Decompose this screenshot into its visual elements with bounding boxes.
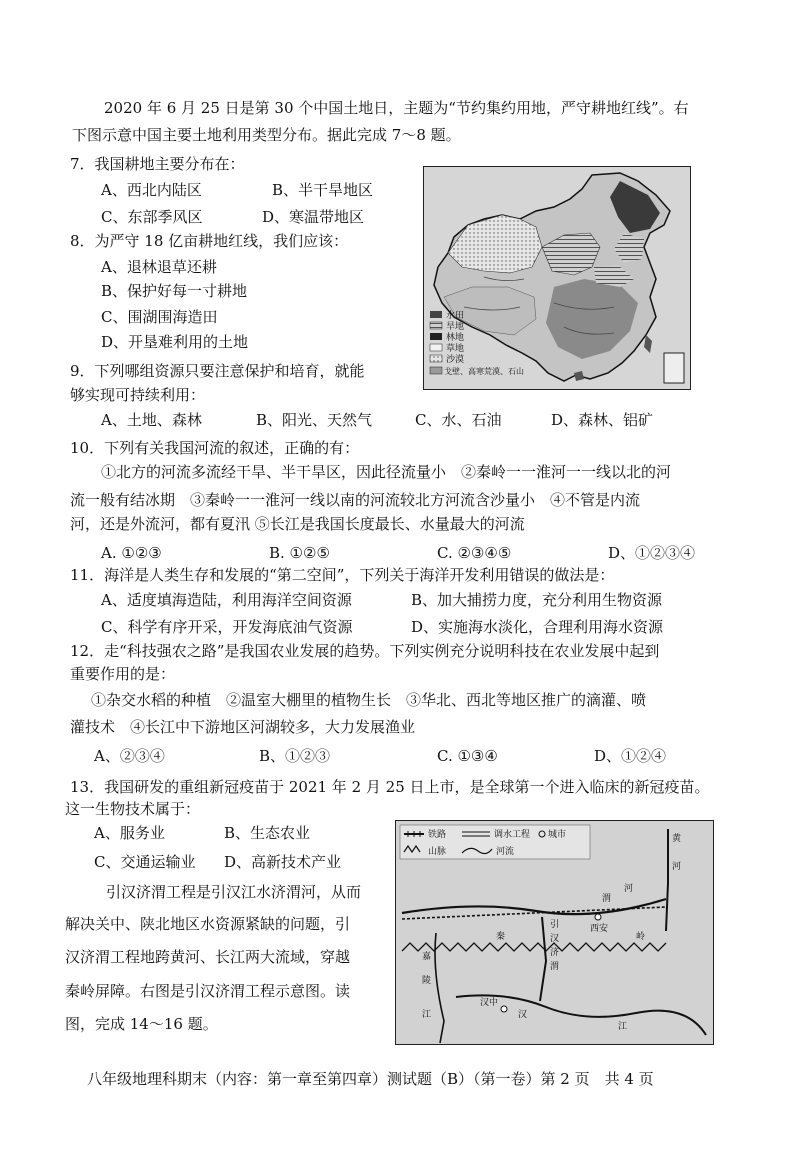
water-diversion-map (395, 820, 714, 1045)
q13-stem-2: 这一生物技术属于： (65, 800, 201, 818)
label-jiang-2: 江 (618, 1022, 628, 1032)
page-footer: 八年级地理科期末（内容：第一章至第四章）测试题（B）（第一卷）第 2 页 共 4 页 (87, 1070, 654, 1088)
q10-option-a: A. ①②③ (101, 544, 162, 562)
label-xian: 西安 (590, 924, 609, 934)
label-han-2: 汉 (518, 1010, 528, 1020)
legend-swatch-desert (430, 355, 442, 362)
q10-statement-line-2: 流一般有结冰期 ③秦岭一一淮河一线以南的河流较北方河流含沙量小 ④不管是内流 (70, 491, 641, 509)
legend-label-paddy: 水田 (446, 311, 465, 321)
q11-option-c: C、科学有序开采，开发海底油气资源 (101, 618, 353, 636)
q9-stem-2: 够实现可持续利用： (70, 386, 206, 404)
q11-option-a: A、适度填海造陆，利用海洋空间资源 (101, 591, 352, 609)
label-jiang-1: 江 (422, 1010, 432, 1020)
passage-line-2: 解决关中、陕北地区水资源紧缺的问题，引 (65, 915, 351, 933)
legend-diversion-project: 调水工程 (494, 830, 531, 840)
legend-label-grassland: 草地 (446, 344, 465, 354)
legend-city: 城市 (548, 830, 567, 840)
label-qin: 秦 (496, 932, 506, 942)
intro-line-2: 下图示意中国主要土地利用类型分布。据此完成 7～8 题。 (72, 126, 461, 144)
label-hanzhong: 汉中 (480, 998, 499, 1008)
q8-option-a: A、退林退草还耕 (101, 258, 217, 276)
q12-option-a: A、②③④ (94, 747, 165, 765)
q12-option-c: C. ①③④ (437, 747, 498, 765)
legend-swatch-dryland (430, 322, 442, 329)
legend-label-dryland: 旱地 (446, 322, 465, 332)
q9-option-c: C、水、石油 (415, 411, 502, 429)
q9-option-d: D、森林、铝矿 (551, 411, 654, 429)
label-ji: 济 (550, 948, 560, 958)
q13-option-a: A、服务业 (94, 824, 165, 842)
china-land-use-map (423, 166, 691, 390)
q10-statement-line-1: ①北方的河流多流经干旱、半干旱区，因此径流量小 ②秦岭一一淮河一一线以北的河 (101, 463, 672, 481)
q11-option-b: B、加大捕捞力度，充分利用生物资源 (411, 591, 663, 609)
q10-statement-line-3: 河，还是外流河，都有夏汛 ⑤长江是我国长度最长、水量最大的河流 (70, 515, 525, 533)
q10-option-b: B. ①②⑤ (269, 544, 330, 562)
legend-label-forest: 林地 (446, 333, 465, 343)
legend-swatch-gobi (430, 367, 442, 374)
legend-label-gobi: 戈壁、高寒荒漠、石山 (444, 367, 524, 376)
q10-stem: 10．下列有关我国河流的叙述，正确的有： (70, 439, 360, 457)
south-sea-inset (664, 353, 684, 383)
q9-option-a: A、土地、森林 (101, 411, 202, 429)
label-han-1: 汉 (550, 934, 560, 944)
q8-stem: 8．为严守 18 亿亩耕地红线，我们应该： (70, 232, 349, 250)
label-jia: 嘉 (422, 952, 432, 962)
legend-swatch-paddy (430, 311, 442, 318)
q12-option-d: D、①②④ (594, 747, 667, 765)
q13-option-c: C、交通运输业 (94, 853, 196, 871)
q11-stem: 11．海洋是人类生存和发展的“第二空间”，下列关于海洋开发利用错误的做法是： (70, 566, 615, 584)
hanzhong-city-marker (501, 1006, 507, 1012)
q13-option-b: B、生态农业 (224, 824, 311, 842)
intro-line-1: 2020 年 6 月 25 日是第 30 个中国土地日，主题为“节约集约用地，严守耕地红线”。右 (104, 99, 689, 117)
legend-mountain: 山脉 (428, 847, 447, 857)
q13-stem-1: 13．我国研发的重组新冠疫苗于 2021 年 2 月 25 日上市，是全球第一个进入临床的新冠疫苗。 (70, 778, 710, 796)
legend-label-desert: 沙漠 (446, 355, 465, 365)
label-ling: 岭 (636, 932, 646, 942)
q10-option-c: C. ②③④⑤ (437, 544, 512, 562)
q9-option-b: B、阳光、天然气 (256, 411, 373, 429)
q7-option-d: D、寒温带地区 (262, 208, 365, 226)
q7-option-c: C、东部季风区 (101, 208, 203, 226)
label-huang: 黄 (672, 834, 682, 844)
legend-swatch-forest (430, 333, 442, 340)
q7-stem: 7．我国耕地主要分布在： (70, 155, 245, 173)
label-he-2: 河 (624, 884, 634, 894)
q12-stem-2: 重要作用的是： (70, 665, 176, 683)
label-ling-river: 陵 (422, 976, 432, 986)
passage-line-1: 引汉济渭工程是引汉江水济渭河，从而 (106, 883, 362, 901)
passage-line-3: 汉济渭工程地跨黄河、长江两大流域，穿越 (65, 948, 351, 966)
q13-option-d: D、高新技术产业 (224, 853, 342, 871)
label-wei-1: 渭 (602, 894, 612, 904)
q10-option-d: D、①②③④ (608, 544, 696, 562)
label-yin: 引 (550, 920, 560, 930)
passage-line-4: 秦岭屏障。右图是引汉济渭工程示意图。读 (65, 982, 351, 1000)
q12-statement-line-2: 灌技术 ④长江中下游地区河湖较多，大力发展渔业 (70, 718, 416, 736)
q12-stem-1: 12．走“科技强农之路”是我国农业发展的趋势。下列实例充分说明科技在农业发展中起到 (70, 642, 660, 660)
label-he-1: 河 (672, 862, 682, 872)
q7-option-a: A、西北内陆区 (101, 181, 202, 199)
legend-railway: 铁路 (428, 830, 447, 840)
q12-option-b: B、①②③ (259, 747, 331, 765)
legend-river: 河流 (496, 847, 515, 857)
legend-swatch-grassland (430, 344, 442, 351)
q8-option-d: D、开垦难利用的土地 (101, 333, 249, 351)
q9-stem-1: 9．下列哪组资源只要注意保护和培育，就能 (70, 362, 365, 380)
label-wei-2: 渭 (550, 962, 560, 972)
q12-statement-line-1: ①杂交水稻的种植 ②温室大棚里的植物生长 ③华北、西北等地区推广的滴灌、喷 (91, 691, 647, 709)
q7-option-b: B、半干旱地区 (272, 181, 374, 199)
xian-city-marker (595, 914, 601, 920)
q11-option-d: D、实施海水淡化，合理利用海水资源 (411, 618, 664, 636)
q8-option-b: B、保护好每一寸耕地 (101, 282, 248, 300)
passage-line-5: 图，完成 14～16 题。 (65, 1015, 218, 1033)
q8-option-c: C、围湖围海造田 (101, 308, 218, 326)
